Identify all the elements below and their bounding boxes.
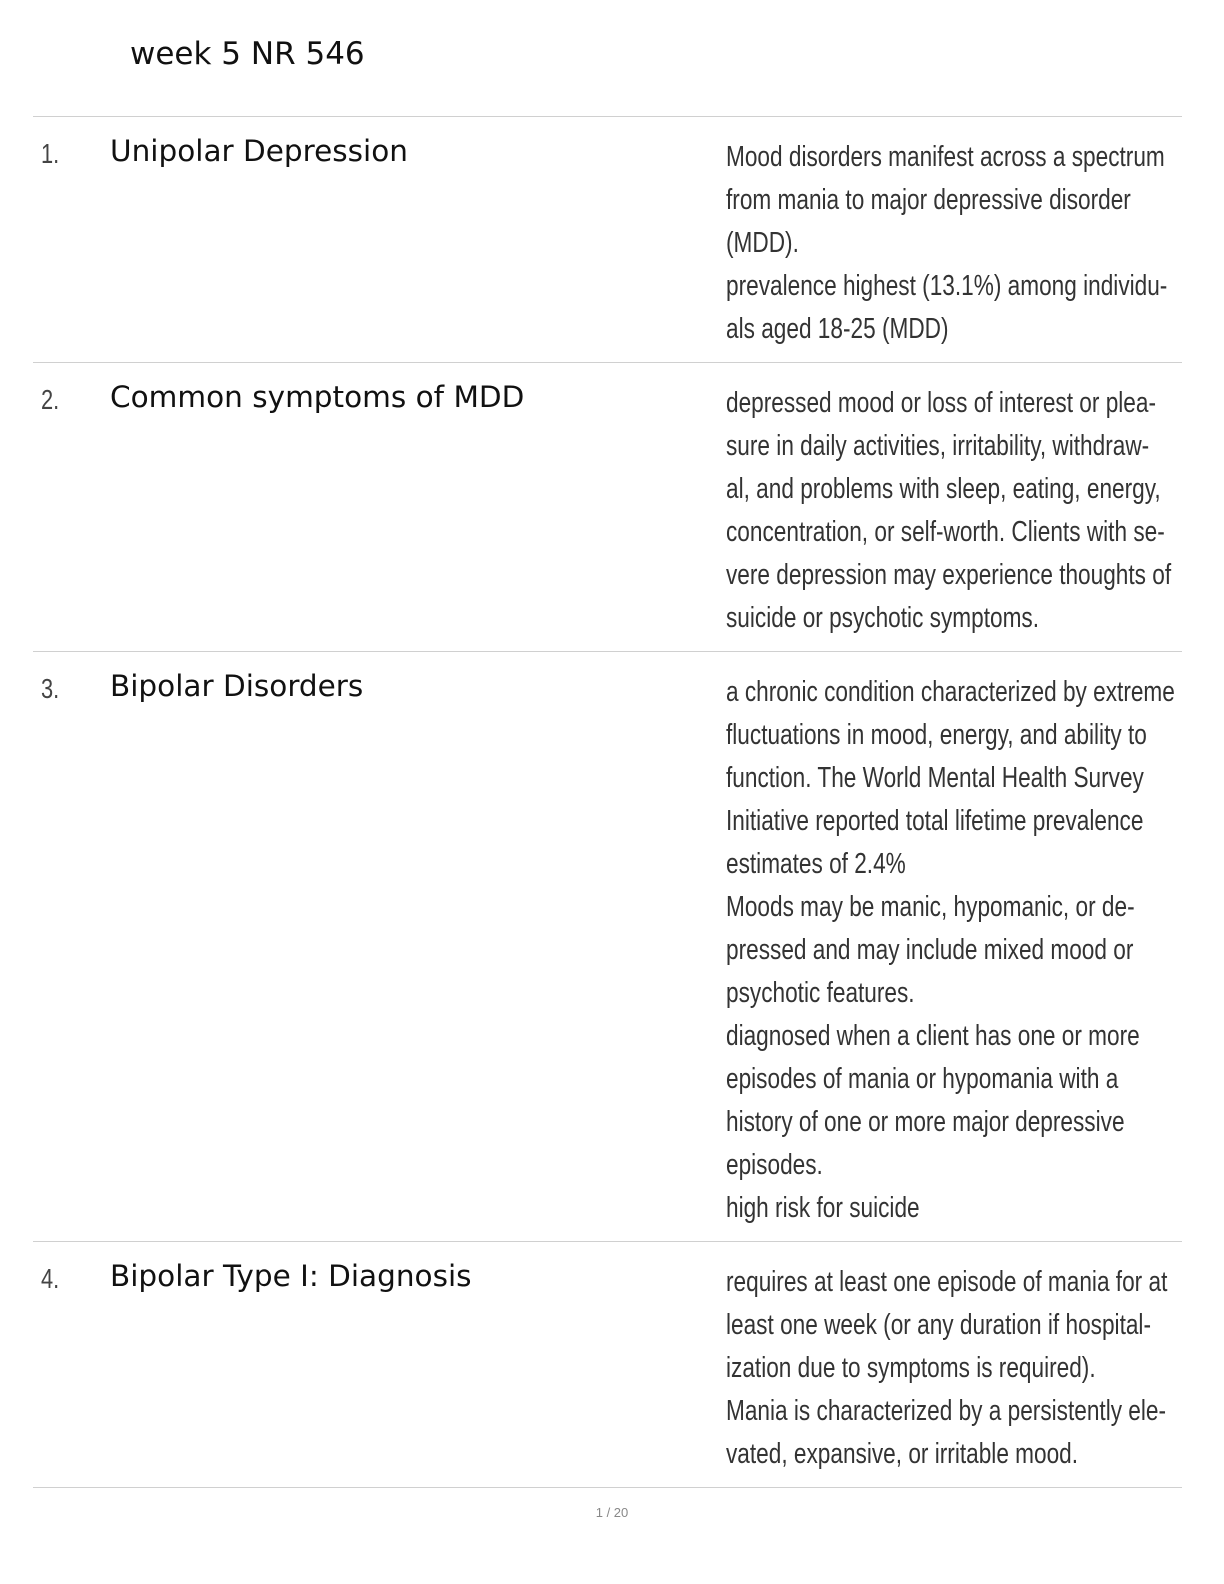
definition-line: Mania is characterized by a persistently ele- <box>726 1395 1167 1427</box>
definition-line: history of one or more major depressive <box>726 1106 1125 1138</box>
card-definition <box>726 136 1166 351</box>
definition-line: prevalence highest (13.1%) among individu- <box>726 270 1168 302</box>
definition-line: sure in daily activities, irritability, withdraw- <box>726 430 1150 462</box>
card-term: Bipolar Type I: Diagnosis <box>110 1259 472 1293</box>
definition-line: fluctuations in mood, energy, and ability to <box>726 719 1147 751</box>
card-term: Unipolar Depression <box>110 134 408 168</box>
definition-line: estimates of 2.4% <box>726 848 906 880</box>
definition-line: al, and problems with sleep, eating, energy, <box>726 473 1161 505</box>
definition-line: Moods may be manic, hypomanic, or de- <box>726 891 1135 923</box>
definition-line: (MDD). <box>726 227 799 259</box>
card-number: 1. <box>41 138 60 169</box>
page-number: 1 / 20 <box>595 1505 629 1520</box>
definition-line: requires at least one episode of mania for at <box>726 1266 1168 1298</box>
definition-line: ization due to symptoms is required). <box>726 1352 1096 1384</box>
definition-line: episodes. <box>726 1149 823 1181</box>
document-title: week 5 NR 546 <box>130 36 365 72</box>
definition-line: depressed mood or loss of interest or plea- <box>726 387 1157 419</box>
definition-line: vere depression may experience thoughts of <box>726 559 1172 591</box>
card-number: 2. <box>41 384 60 415</box>
definition-line: vated, expansive, or irritable mood. <box>726 1438 1079 1470</box>
definition-line: episodes of mania or hypomania with a <box>726 1063 1119 1095</box>
definition-line: pressed and may include mixed mood or <box>726 934 1134 966</box>
card-definition <box>726 382 1172 640</box>
definition-line: concentration, or self-worth. Clients with se- <box>726 516 1165 548</box>
definition-line: a chronic condition characterized by extreme <box>726 676 1175 708</box>
definition-line: function. The World Mental Health Survey <box>726 762 1144 794</box>
definition-line: Mood disorders manifest across a spectrum <box>726 141 1165 173</box>
definition-line: from mania to major depressive disorder <box>726 184 1131 216</box>
card-term: Bipolar Disorders <box>110 669 364 703</box>
divider <box>33 116 1182 117</box>
card-definition <box>726 1261 1166 1476</box>
divider <box>33 651 1182 652</box>
divider <box>33 1241 1182 1242</box>
definition-line: diagnosed when a client has one or more <box>726 1020 1140 1052</box>
definition-line: psychotic features. <box>726 977 915 1009</box>
definition-line: suicide or psychotic symptoms. <box>726 602 1040 634</box>
definition-line: Initiative reported total lifetime prevalence <box>726 805 1144 837</box>
definition-line: least one week (or any duration if hospital- <box>726 1309 1151 1341</box>
definition-line: als aged 18-25 (MDD) <box>726 313 949 345</box>
card-number: 4. <box>41 1263 60 1294</box>
card-definition <box>726 671 1175 1230</box>
card-term: Common symptoms of MDD <box>110 380 525 414</box>
definition-line: high risk for suicide <box>726 1192 920 1224</box>
card-number: 3. <box>41 673 60 704</box>
divider <box>33 1487 1182 1488</box>
divider <box>33 362 1182 363</box>
